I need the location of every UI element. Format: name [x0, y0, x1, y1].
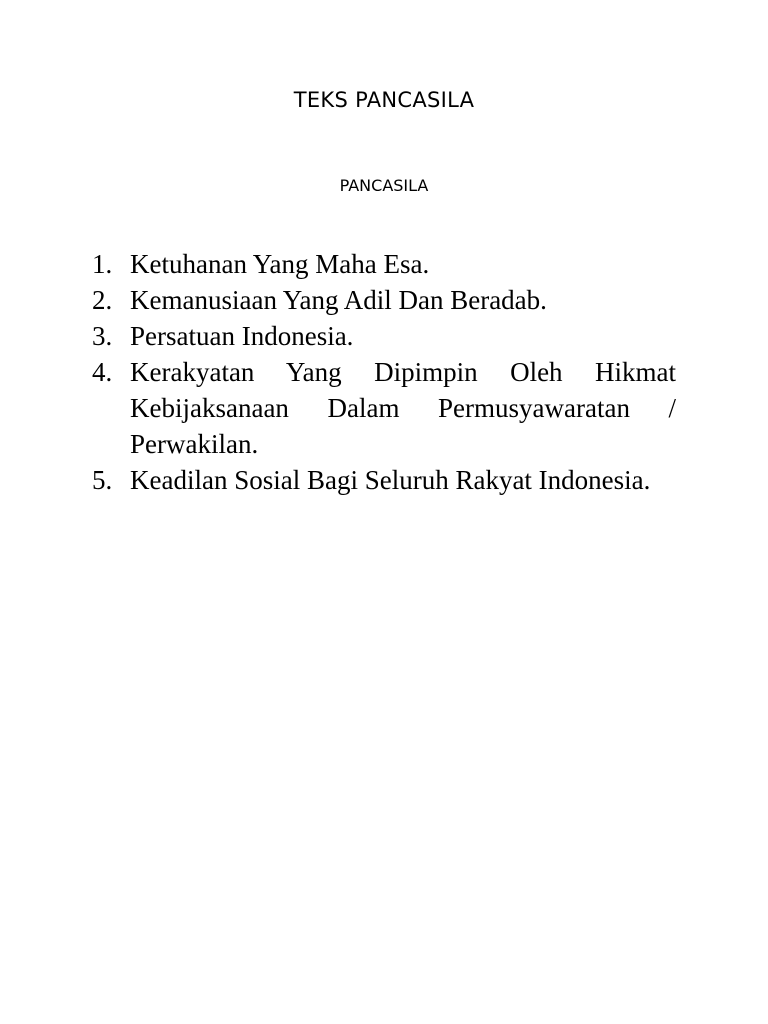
list-item: [92, 282, 676, 318]
document-subtitle: PANCASILA: [339, 176, 429, 195]
list-item: [92, 246, 676, 282]
list-item-number: 5.: [92, 465, 113, 495]
list-item-text: Kerakyatan Yang Dipimpin Oleh Hikmat Kebijaksanaan Dalam Permusyawaratan / Perwakilan.: [130, 357, 676, 459]
list-item-text: Persatuan Indonesia.: [130, 321, 354, 351]
list-item: [92, 354, 676, 462]
principles-list: [92, 246, 676, 498]
list-item: [92, 462, 676, 498]
list-item-text: Kemanusiaan Yang Adil Dan Beradab.: [130, 285, 547, 315]
list-item-number: 2.: [92, 285, 113, 315]
list-item-number: 4.: [92, 357, 113, 387]
list-item-text: Ketuhanan Yang Maha Esa.: [130, 249, 430, 279]
list-item-number: 3.: [92, 321, 113, 351]
list-item-number: 1.: [92, 249, 113, 279]
document-title: TEKS PANCASILA: [293, 88, 475, 112]
list-item-text: Keadilan Sosial Bagi Seluruh Rakyat Indonesia.: [130, 465, 651, 495]
list-item: [92, 318, 676, 354]
